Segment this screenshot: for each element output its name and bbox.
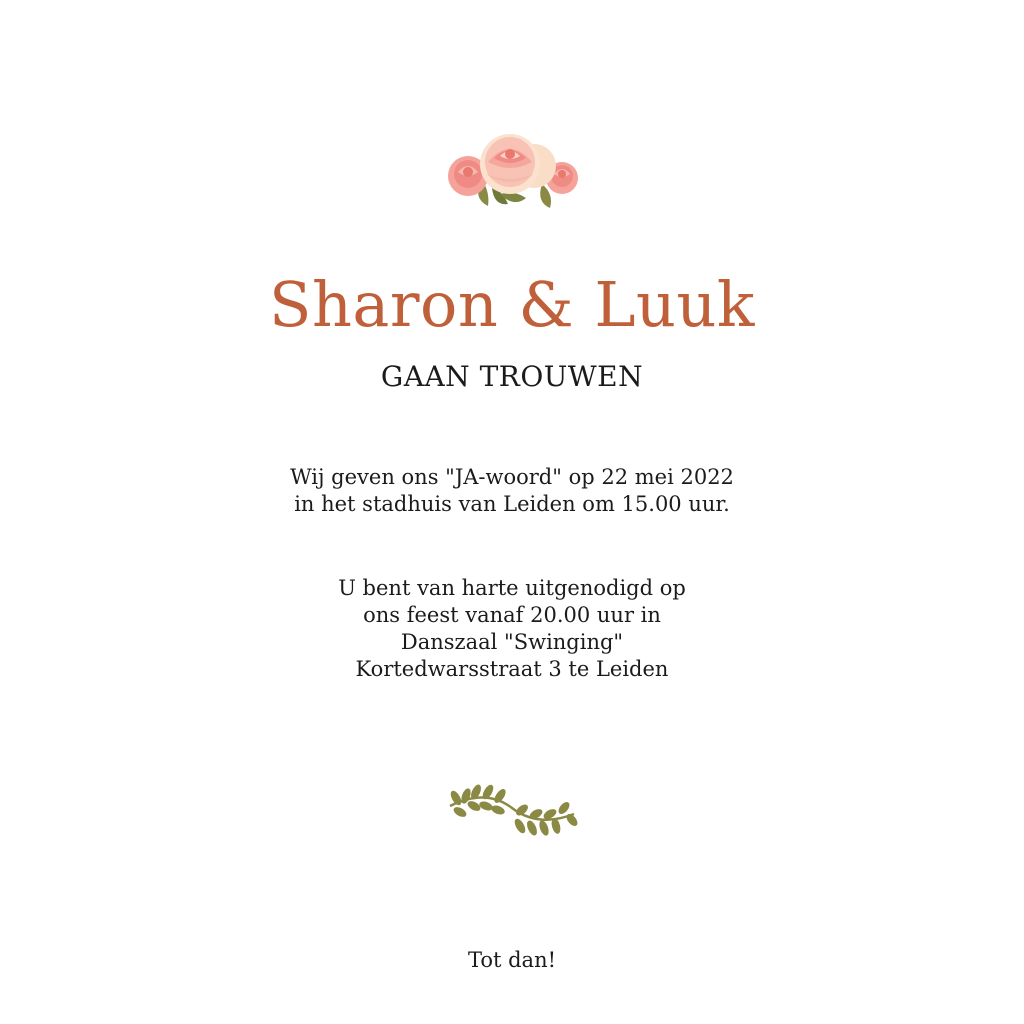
leaf-sprig-icon bbox=[446, 784, 578, 838]
ceremony-line-1: Wij geven ons "JA-woord" op 22 mei 2022 bbox=[290, 465, 734, 489]
party-line-1: U bent van harte uitgenodigd op bbox=[338, 576, 686, 600]
couple-names: Sharon & Luuk bbox=[269, 268, 755, 341]
invitation-subtitle: GAAN TROUWEN bbox=[380, 360, 644, 393]
party-details bbox=[0, 575, 1024, 683]
party-line-3: Danszaal "Swinging" bbox=[400, 630, 624, 654]
ceremony-details bbox=[0, 464, 1024, 518]
party-line-4: Kortedwarsstraat 3 te Leiden bbox=[355, 657, 669, 681]
party-line-2: ons feest vanaf 20.00 uur in bbox=[363, 603, 661, 627]
ceremony-line-2: in het stadhuis van Leiden om 15.00 uur. bbox=[294, 492, 730, 516]
closing-text: Tot dan! bbox=[467, 948, 557, 972]
rose-bouquet-icon bbox=[444, 128, 584, 212]
